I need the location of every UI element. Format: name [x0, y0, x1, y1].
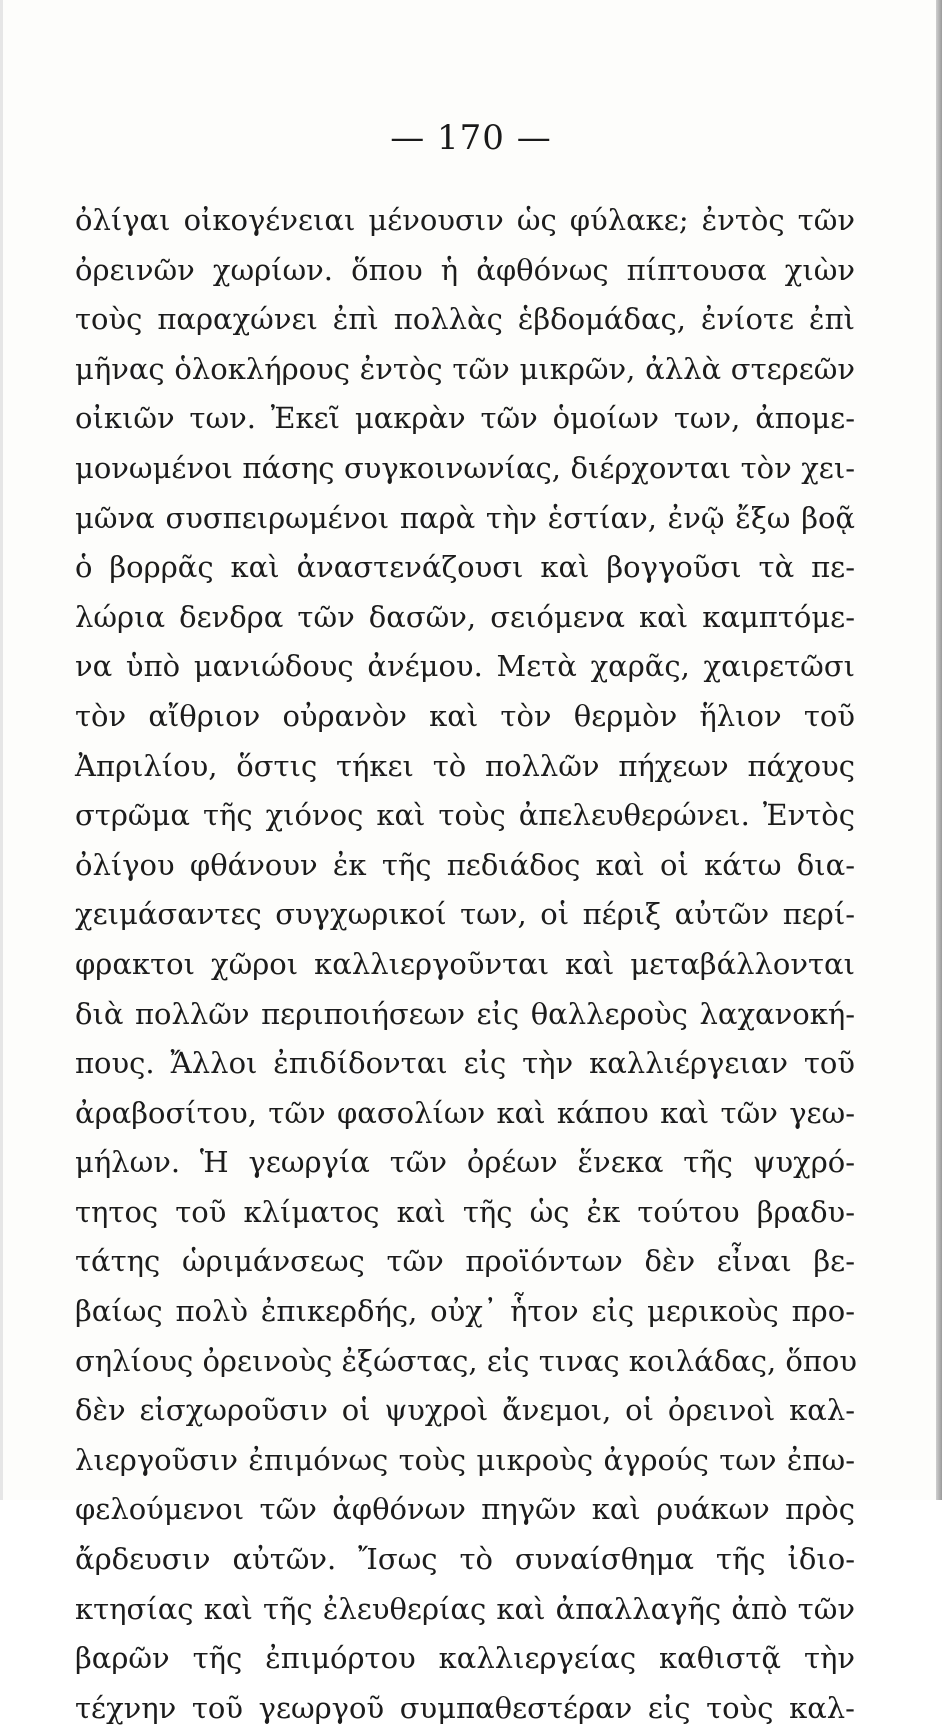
- text-line: βαρῶν τῆς ἐπιμόρτου καλλιεργείας καθιστᾷ τὴν: [75, 1641, 855, 1676]
- text-line: φελούμενοι τῶν ἀφθόνων πηγῶν καὶ ρυάκων πρὸς: [75, 1492, 855, 1527]
- text-line: ὀλίγαι οἰκογένειαι μένουσιν ὡς φύλακε; ἐντὸς τῶν: [75, 203, 855, 237]
- text-line: να ὑπὸ μανιώδους ἀνέμου. Μετὰ χαρᾶς, χαιρετῶσι: [75, 649, 855, 684]
- text-line: διὰ πολλῶν περιποιήσεων εἰς θαλλεροὺς λαχανοκή-: [75, 996, 855, 1031]
- body-text: [75, 196, 858, 1733]
- text-line: ὀλίγου φθάνουν ἐκ τῆς πεδιάδος καὶ οἱ κάτω δια-: [75, 847, 855, 882]
- text-line: κτησίας καὶ τῆς ἐλευθερίας καὶ ἀπαλλαγῆς ἀπὸ τῶν: [75, 1591, 855, 1626]
- text-line: φρακτοι χῶροι καλλιεργοῦνται καὶ μεταβάλλονται: [75, 946, 855, 981]
- text-line: οἰκιῶν των. Ἐκεῖ μακρὰν τῶν ὁμοίων των, ἀπομε-: [75, 401, 855, 436]
- text-line: ἄρδευσιν αὐτῶν. Ἴσως τὸ συναίσθημα τῆς ἰδιο-: [75, 1542, 855, 1577]
- text-line: ἀραβοσίτου, τῶν φασολίων καὶ κάπου καὶ τῶν γεω-: [75, 1095, 855, 1130]
- text-line: τάτης ὡριμάνσεως τῶν προϊόντων δὲν εἶναι βε-: [75, 1244, 855, 1279]
- text-line: βαίως πολὺ ἐπικερδής, οὐχ᾽ ἧτον εἰς μερικοὺς προ-: [75, 1294, 855, 1329]
- text-line: ὀρεινῶν χωρίων. ὅπου ἡ ἀφθόνως πίπτουσα χιὼν: [75, 252, 855, 287]
- text-line: μῆνας ὁλοκλήρους ἐντὸς τῶν μικρῶν, ἀλλὰ στερεῶν: [75, 351, 855, 386]
- text-line: πους. Ἄλλοι ἐπιδίδονται εἰς τὴν καλλιέργειαν τοῦ: [75, 1046, 855, 1081]
- page-number: — 170 —: [390, 118, 552, 158]
- text-line: ὁ βορρᾶς καὶ ἀναστενάζουσι καὶ βογγοῦσι τὰ πε-: [75, 550, 855, 585]
- text-line: δὲν εἰσχωροῦσιν οἱ ψυχροὶ ἄνεμοι, οἱ ὀρεινοὶ καλ-: [75, 1393, 855, 1428]
- text-line: λώρια δενδρα τῶν δασῶν, σειόμενα καὶ καμπτόμε-: [75, 599, 855, 634]
- text-line: σηλίους ὀρεινοὺς ἐξώστας, εἰς τινας κοιλάδας, ὅπου: [75, 1343, 858, 1378]
- text-line: Ἀπριλίου, ὅστις τήκει τὸ πολλῶν πήχεων πάχους: [75, 748, 855, 783]
- text-line: μήλων. Ἡ γεωργία τῶν ὀρέων ἕνεκα τῆς ψυχρό-: [75, 1145, 855, 1180]
- text-line: τοὺς παραχώνει ἐπὶ πολλὰς ἑβδομάδας, ἐνίοτε ἐπὶ: [75, 302, 855, 337]
- text-line: τέχνην τοῦ γεωργοῦ συμπαθεστέραν εἰς τοὺς καλ-: [75, 1690, 855, 1725]
- text-line: στρῶμα τῆς χιόνος καὶ τοὺς ἀπελευθερώνει. Ἐντὸς: [75, 798, 855, 833]
- text-line: τὸν αἴθριον οὐρανὸν καὶ τὸν θερμὸν ἥλιον τοῦ: [75, 698, 855, 733]
- text-line: χειμάσαντες συγχωρικοί των, οἱ πέριξ αὐτῶν περί-: [75, 897, 855, 932]
- page-right-edge-shadow: [936, 0, 942, 1500]
- text-line: μονωμένοι πάσης συγκοινωνίας, διέρχονται τὸν χει-: [75, 450, 855, 485]
- text-line: λιεργοῦσιν ἐπιμόνως τοὺς μικροὺς ἀγρούς των ἐπω-: [75, 1442, 855, 1477]
- text-line: τητος τοῦ κλίματος καὶ τῆς ὡς ἐκ τούτου βραδυ-: [75, 1194, 855, 1229]
- text-line: μῶνα συσπειρωμένοι παρὰ τὴν ἑστίαν, ἐνῷ ἔξω βοᾷ: [75, 500, 855, 535]
- page-left-edge: [0, 0, 3, 1500]
